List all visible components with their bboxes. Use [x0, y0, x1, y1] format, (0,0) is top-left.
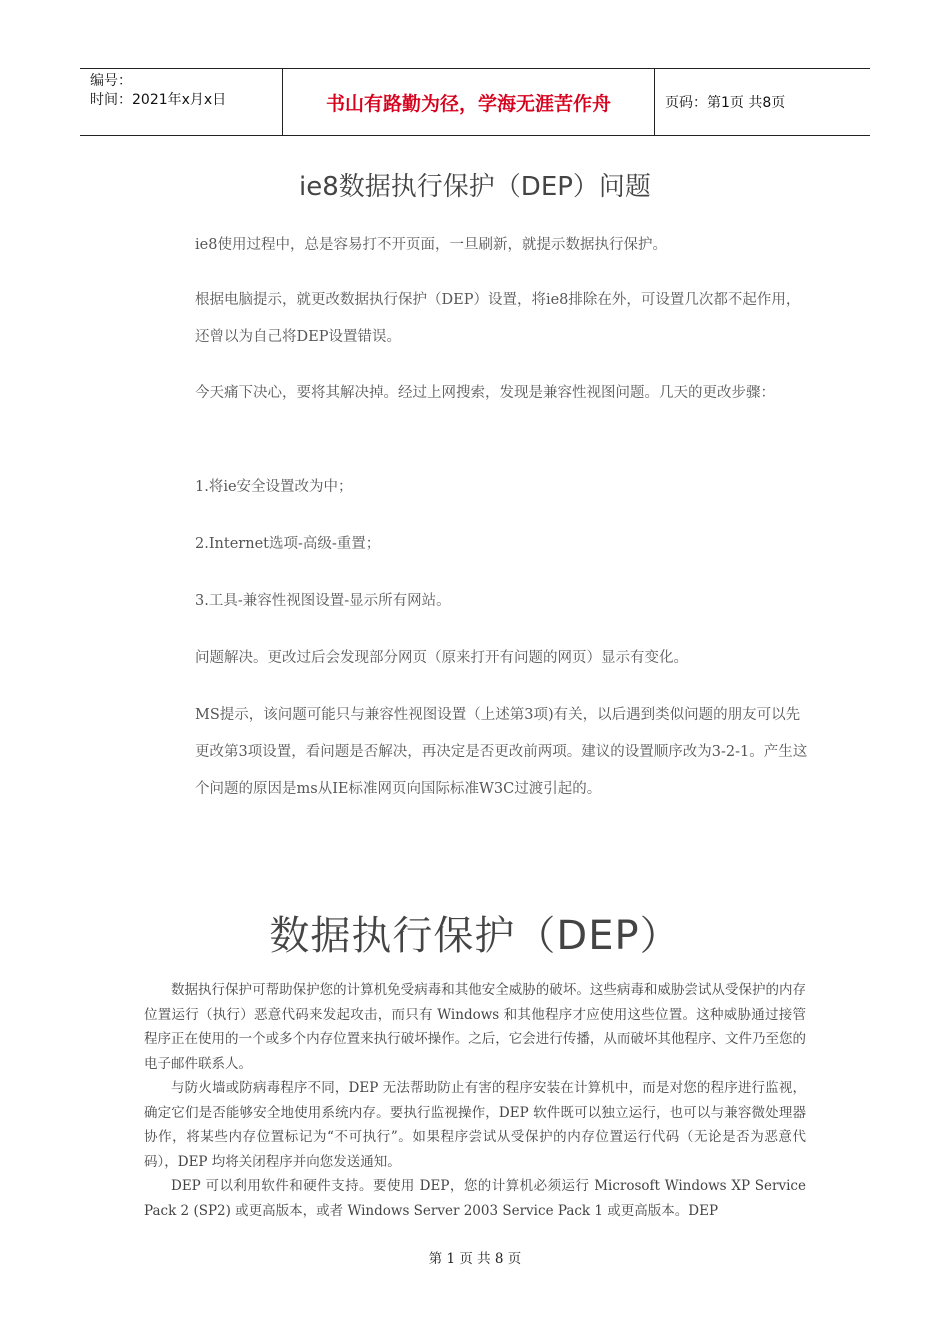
article1-paragraph: 今天痛下决心，要将其解决掉。经过上网搜索，发现是兼容性视图问题。几天的更改步骤： — [195, 385, 775, 401]
article1-paragraph: ie8使用过程中，总是容易打不开页面，一旦刷新，就提示数据执行保护。 — [195, 237, 667, 253]
article2-body — [144, 978, 806, 1223]
code-label: 编号： — [90, 73, 132, 89]
article1-paragraph: MS提示，该问题可能只与兼容性视图设置（上述第3项)有关，以后遇到类似问题的朋友可以先更改第3项设置，看问题是否解决，再决定是否更改前两项。建议的设置顺序改为3-2-1。产生这个问题的原因是ms从IE标准网页向国际标准W3C过渡引起的。 — [195, 707, 808, 797]
article1-step: 3.工具-兼容性视图设置-显示所有网站。 — [195, 593, 451, 609]
article2-paragraph: 数据执行保护可帮助保护您的计算机免受病毒和其他安全威胁的破坏。这些病毒和威胁尝试从受保护的内存位置运行（执行）恶意代码来发起攻击，而只有 Windows 和其他程序才应使用这些位置。这种威胁通过接管程序正在使用的一个或多个内存位置来执行破坏操作。之后，它会进行传播，从而破坏其他程序、文件乃至您的电子邮件联系人。 — [144, 982, 806, 1072]
header-page-info: 页码：第1页 共8页 — [665, 95, 786, 111]
article2-title: 数据执行保护（DEP） — [269, 913, 681, 959]
article1-step: 2.Internet选项-高级-重置； — [195, 536, 381, 552]
article1-title: ie8数据执行保护（DEP）问题 — [299, 172, 651, 202]
date-label: 时间：2021年x月x日 — [90, 92, 227, 108]
article1-paragraph: 根据电脑提示，就更改数据执行保护（DEP）设置，将ie8排除在外，可设置几次都不起作用，还曾以为自己将DEP设置错误。 — [195, 292, 801, 345]
page-footer: 第 1 页 共 8 页 — [428, 1251, 522, 1267]
article2-paragraph: DEP 可以利用软件和硬件支持。要使用 DEP，您的计算机必须运行 Microsoft Windows XP Service Pack 2 (SP2) 或更高版本，或者 Windows Server 2003 Service Pack 1 或更高版本。DEP — [144, 1178, 806, 1219]
header-motto: 书山有路勤为径，学海无涯苦作舟 — [283, 69, 655, 135]
article1-paragraph: 问题解决。更改过后会发现部分网页（原来打开有问题的网页）显示有变化。 — [195, 650, 688, 666]
article2-paragraph: 与防火墙或防病毒程序不同，DEP 无法帮助防止有害的程序安装在计算机中，而是对您的程序进行监视，确定它们是否能够安全地使用系统内存。要执行监视操作，DEP 软件既可以独立运行，也可以与兼容微处理器协作，将某些内存位置标记为“不可执行”。如果程序尝试从受保护的内存位置运行代码（无论是否为恶意代码），DEP 均将关闭程序并向您发送通知。 — [144, 1080, 806, 1170]
article1-step: 1.将ie安全设置改为中； — [195, 479, 353, 495]
header-table — [80, 68, 870, 136]
header-meta-cell — [80, 69, 283, 135]
